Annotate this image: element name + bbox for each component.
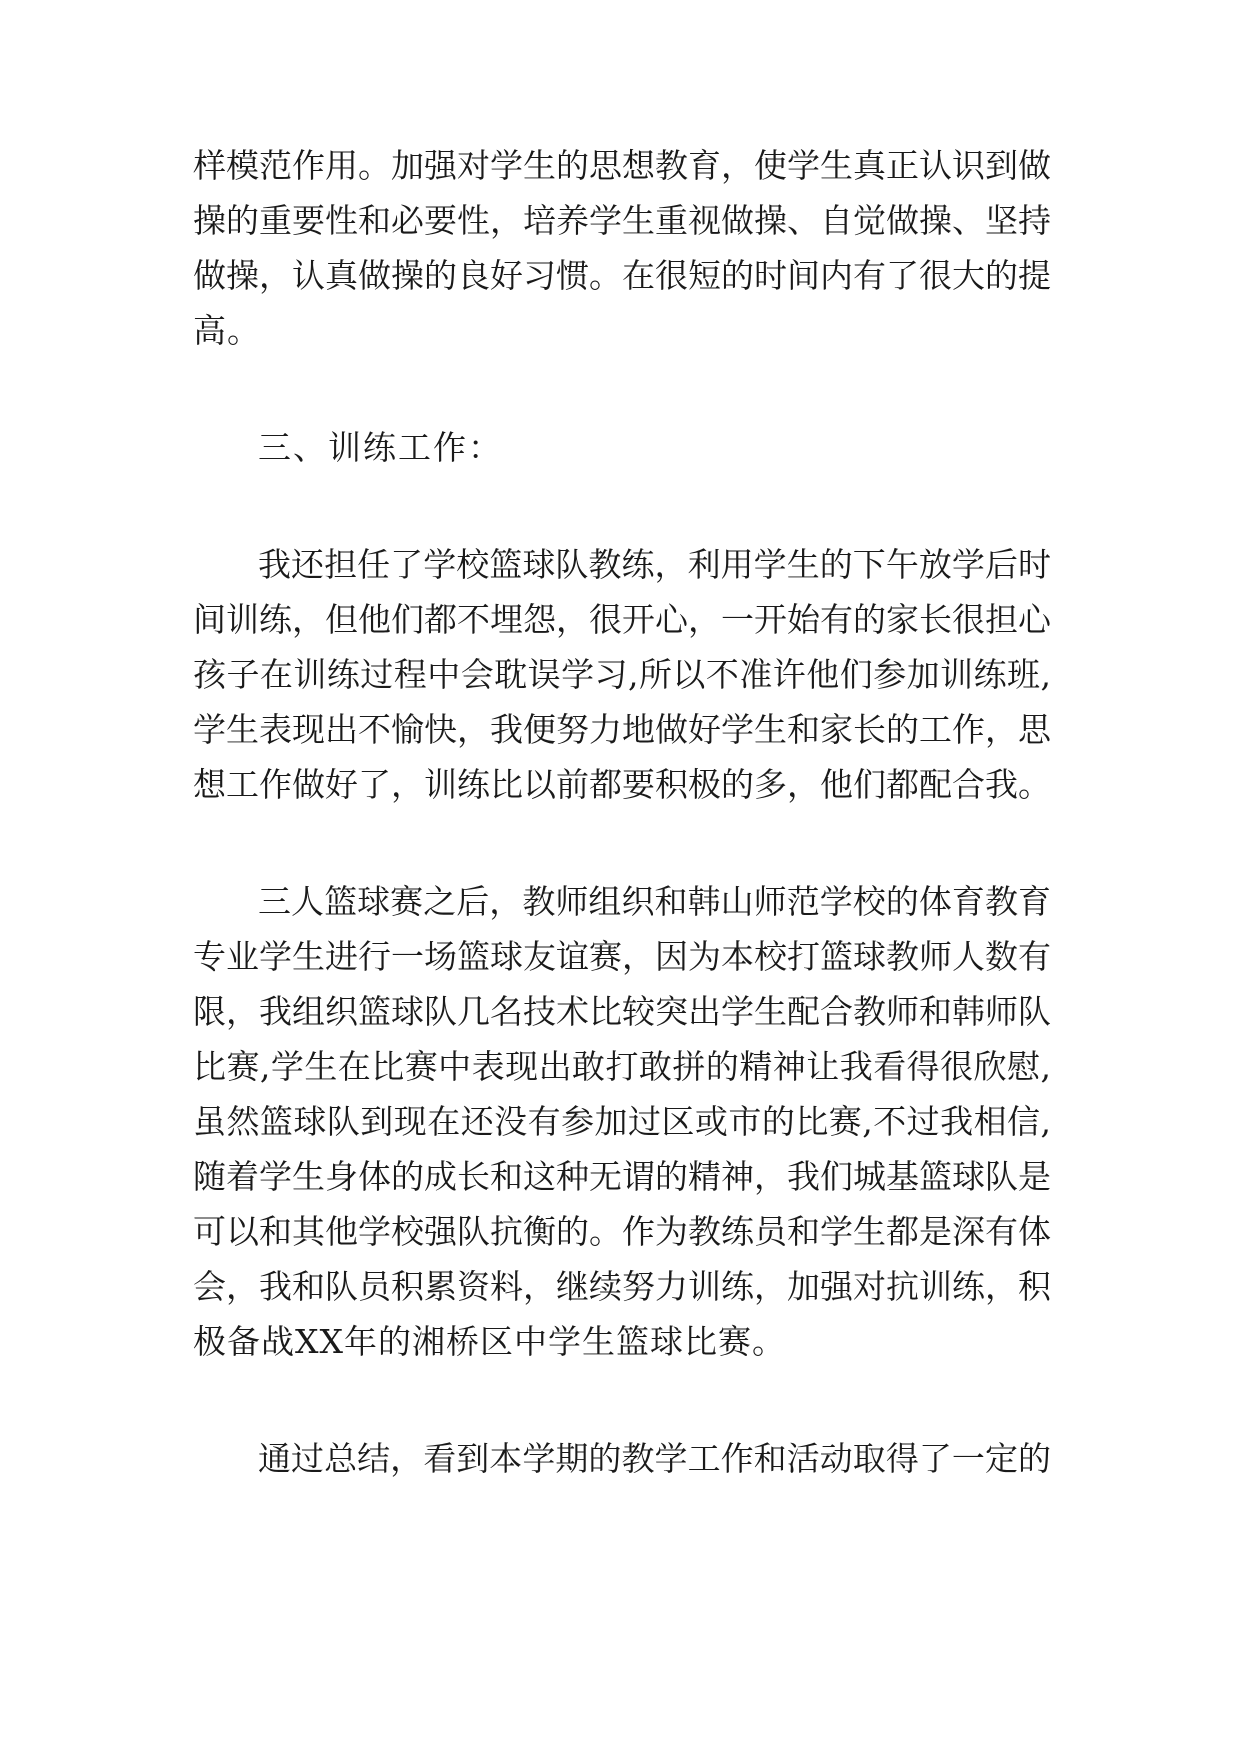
text-line: 想工作做好了，训练比以前都要积极的多，他们都配合我。 xyxy=(193,765,1051,804)
text-line: 会，我和队员积累资料，继续努力训练，加强对抗训练，积 xyxy=(193,1267,1051,1306)
text-line: 做操，认真做操的良好习惯。在很短的时间内有了很大的提 xyxy=(193,256,1051,295)
text-line: 随着学生身体的成长和这种无谓的精神，我们城基篮球队是 xyxy=(193,1157,1051,1196)
text-line: 三人篮球赛之后，教师组织和韩山师范学校的体育教育 xyxy=(258,882,1051,921)
text-line: 间训练，但他们都不埋怨，很开心，一开始有的家长很担心 xyxy=(193,600,1051,639)
text-line: 可以和其他学校强队抗衡的。作为教练员和学生都是深有体 xyxy=(193,1212,1051,1251)
text-line: 专业学生进行一场篮球友谊赛，因为本校打篮球教师人数有 xyxy=(193,937,1051,976)
text-line: 高。 xyxy=(193,311,261,350)
text-line: 通过总结，看到本学期的教学工作和活动取得了一定的 xyxy=(258,1439,1051,1478)
text-line: 学生表现出不愉快，我便努力地做好学生和家长的工作，思 xyxy=(193,710,1051,749)
text-line: 我还担任了学校篮球队教练，利用学生的下午放学后时 xyxy=(258,545,1051,584)
text-line: 操的重要性和必要性，培养学生重视做操、自觉做操、坚持 xyxy=(193,201,1051,240)
text-line: 样模范作用。加强对学生的思想教育，使学生真正认识到做 xyxy=(193,146,1051,185)
text-line: 限，我组织篮球队几名技术比较突出学生配合教师和韩师队 xyxy=(193,992,1051,1031)
text-line: 虽然篮球队到现在还没有参加过区或市的比赛,不过我相信, xyxy=(193,1102,1051,1141)
text-line: 比赛,学生在比赛中表现出敢打敢拼的精神让我看得很欣慰, xyxy=(193,1047,1051,1086)
section-heading: 三、训练工作： xyxy=(258,428,503,467)
text-line: 孩子在训练过程中会耽误学习,所以不准许他们参加训练班, xyxy=(193,655,1051,694)
text-line: 极备战XX年的湘桥区中学生篮球比赛。 xyxy=(193,1322,786,1361)
